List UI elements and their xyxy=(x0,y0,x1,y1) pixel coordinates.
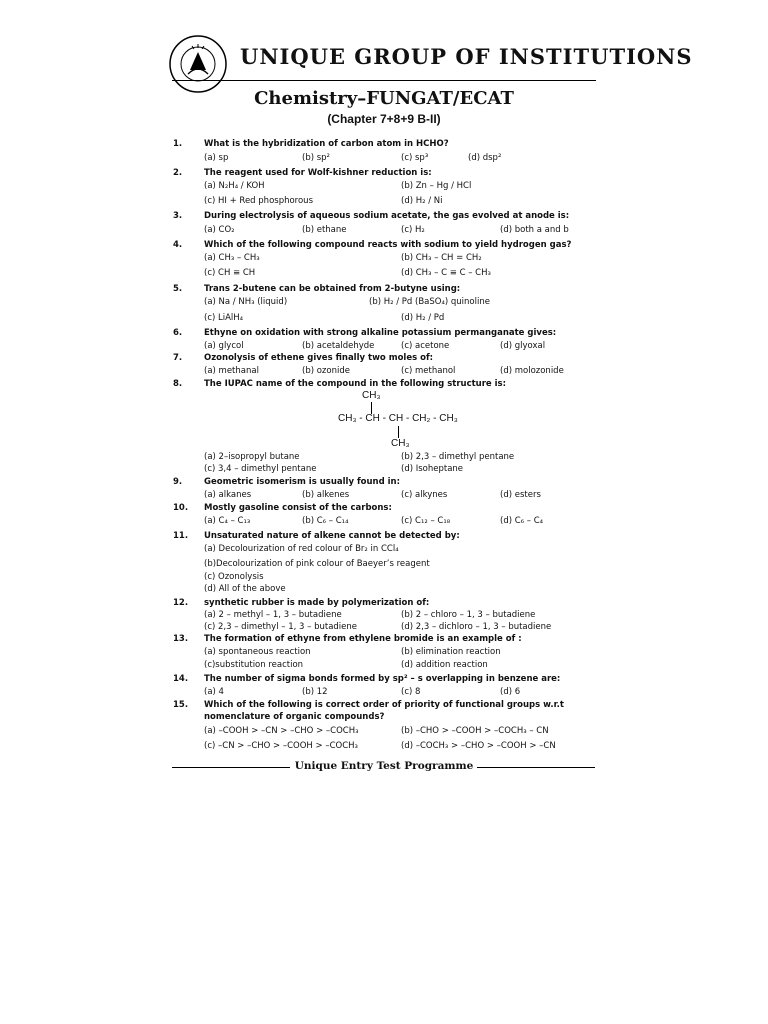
option-b: (b) sp² xyxy=(302,153,330,163)
question-text: During electrolysis of aqueous sodium acetate, the gas evolved at anode is: xyxy=(204,211,570,221)
option-d: (d) addition reaction xyxy=(401,660,488,670)
question-number: 2. xyxy=(173,168,183,178)
option-d: (d) esters xyxy=(500,490,541,500)
question-number: 3. xyxy=(173,211,183,221)
option-d: (d) both a and b xyxy=(500,225,569,235)
option-d: (d) glyoxal xyxy=(500,341,546,351)
question-text: Unsaturated nature of alkene cannot be detected by: xyxy=(204,531,460,541)
question-text: The reagent used for Wolf-kishner reduction is: xyxy=(204,168,432,178)
question-number: 6. xyxy=(173,328,183,338)
option-c: (c) –CN > –CHO > –COOH > –COCH₃ xyxy=(204,741,358,751)
question-number: 12. xyxy=(173,598,189,608)
option-a: (a) glycol xyxy=(204,341,244,351)
option-b: (b) C₆ – C₁₄ xyxy=(302,516,349,526)
question-text: The formation of ethyne from ethylene bromide is an example of : xyxy=(204,634,522,644)
option-c: (c) HI + Red phosphorous xyxy=(204,196,314,206)
question-text: synthetic rubber is made by polymerization of: xyxy=(204,598,430,608)
option-a: (a) –COOH > –CN > –CHO > –COCH₃ xyxy=(204,726,359,736)
question-number: 8. xyxy=(173,379,183,389)
option-a: (a) 2 – methyl – 1, 3 – butadiene xyxy=(204,610,342,620)
option-b: (b) acetaldehyde xyxy=(302,341,375,351)
option-c: (c) 8 xyxy=(401,687,421,697)
footer-label: Unique Entry Test Programme xyxy=(291,760,478,772)
option-c: (c) 3,4 – dimethyl pentane xyxy=(204,464,317,474)
question-text: Geometric isomerism is usually found in: xyxy=(204,477,400,487)
option-c: (c) LiAlH₄ xyxy=(204,313,244,323)
option-b: (b) alkenes xyxy=(302,490,350,500)
question-text-continued: nomenclature of organic compounds? xyxy=(204,712,385,722)
option-a: (a) CH₃ – CH₃ xyxy=(204,253,260,263)
header-divider xyxy=(172,80,596,81)
question-text: Ozonolysis of ethene gives finally two moles of: xyxy=(204,353,434,363)
option-b: (b) 2,3 – dimethyl pentane xyxy=(401,452,515,462)
option-d: (d) H₂ / Pd xyxy=(401,313,445,323)
option-a: (a) C₄ – C₁₃ xyxy=(204,516,251,526)
option-a: (a) 2–isopropyl butane xyxy=(204,452,300,462)
question-text: The number of sigma bonds formed by sp² – s overlapping in benzene are: xyxy=(204,674,561,684)
option-a: (a) 4 xyxy=(204,687,224,697)
option-b: (b) ozonide xyxy=(302,366,350,376)
structure-top-methyl: CH₃ xyxy=(362,390,381,401)
option-c: (c) acetone xyxy=(401,341,450,351)
option-a: (a) alkanes xyxy=(204,490,252,500)
question-number: 13. xyxy=(173,634,189,644)
question-text: Trans 2-butene can be obtained from 2-butyne using: xyxy=(204,284,461,294)
option-b: (b) elimination reaction xyxy=(401,647,501,657)
question-text: Which of the following compound reacts with sodium to yield hydrogen gas? xyxy=(204,240,572,250)
option-b: (b) 12 xyxy=(302,687,328,697)
option-d: (d) All of the above xyxy=(204,584,286,594)
option-a: (a) methanal xyxy=(204,366,259,376)
page-subtitle: (Chapter 7+8+9 B-II) xyxy=(327,112,441,126)
option-b: (b)Decolourization of pink colour of Baeyer’s reagent xyxy=(204,559,430,569)
option-a: (a) CO₂ xyxy=(204,225,235,235)
option-c: (c) CH ≡ CH xyxy=(204,268,256,278)
question-number: 11. xyxy=(173,531,189,541)
option-a: (a) sp xyxy=(204,153,229,163)
institution-logo xyxy=(168,34,228,94)
question-text: Mostly gasoline consist of the carbons: xyxy=(204,503,392,513)
option-a: (a) Decolourization of red colour of Br₂ in CCl₄ xyxy=(204,544,399,554)
option-d: (d) 2,3 – dichloro – 1, 3 – butadiene xyxy=(401,622,552,632)
question-text: Which of the following is correct order of priority of functional groups w.r.t xyxy=(204,700,564,710)
option-d: (d) CH₃ – C ≡ C – CH₃ xyxy=(401,268,491,278)
option-c: (c) H₂ xyxy=(401,225,425,235)
question-text: What is the hybridization of carbon atom in HCHO? xyxy=(204,139,449,149)
option-d: (d) dsp² xyxy=(468,153,502,163)
question-text: Ethyne on oxidation with strong alkaline potassium permanganate gives: xyxy=(204,328,557,338)
option-b: (b) –CHO > –COOH > –COCH₃ – CN xyxy=(401,726,549,736)
option-d: (d) C₆ – C₄ xyxy=(500,516,544,526)
option-c: (c) 2,3 – dimethyl – 1, 3 – butadiene xyxy=(204,622,358,632)
option-c: (c) methanol xyxy=(401,366,456,376)
question-number: 14. xyxy=(173,674,189,684)
question-number: 1. xyxy=(173,139,183,149)
option-d: (d) 6 xyxy=(500,687,521,697)
option-c: (c)substitution reaction xyxy=(204,660,304,670)
question-text: The IUPAC name of the compound in the following structure is: xyxy=(204,379,507,389)
option-a: (a) Na / NH₃ (liquid) xyxy=(204,297,288,307)
option-b: (b) Zn – Hg / HCl xyxy=(401,181,472,191)
page-title: Chemistry–FUNGAT/ECAT xyxy=(254,88,514,109)
option-b: (b) H₂ / Pd (BaSO₄) quinoline xyxy=(369,297,490,307)
option-d: (d) Isoheptane xyxy=(401,464,464,474)
option-b: (b) 2 – chloro – 1, 3 – butadiene xyxy=(401,610,536,620)
option-c: (c) alkynes xyxy=(401,490,448,500)
question-number: 4. xyxy=(173,240,183,250)
structure-bottom-methyl: CH₃ xyxy=(391,438,410,449)
option-c: (c) C₁₂ – C₁₈ xyxy=(401,516,451,526)
question-number: 15. xyxy=(173,700,189,710)
question-number: 5. xyxy=(173,284,183,294)
option-c: (c) sp³ xyxy=(401,153,429,163)
structure-main-chain: CH₃ - CH - CH - CH₂ - CH₃ xyxy=(338,413,458,424)
option-a: (a) spontaneous reaction xyxy=(204,647,311,657)
option-c: (c) Ozonolysis xyxy=(204,572,264,582)
structure-bond xyxy=(398,426,399,438)
option-a: (a) N₂H₄ / KOH xyxy=(204,181,265,191)
question-number: 9. xyxy=(173,477,183,487)
option-b: (b) ethane xyxy=(302,225,347,235)
option-d: (d) H₂ / Ni xyxy=(401,196,443,206)
institution-name: UNIQUE GROUP OF INSTITUTIONS xyxy=(240,44,693,69)
option-d: (d) molozonide xyxy=(500,366,564,376)
footer-text xyxy=(0,760,768,772)
question-number: 7. xyxy=(173,353,183,363)
question-number: 10. xyxy=(173,503,189,513)
option-d: (d) –COCH₃ > –CHO > –COOH > –CN xyxy=(401,741,556,751)
option-b: (b) CH₃ – CH = CH₂ xyxy=(401,253,482,263)
